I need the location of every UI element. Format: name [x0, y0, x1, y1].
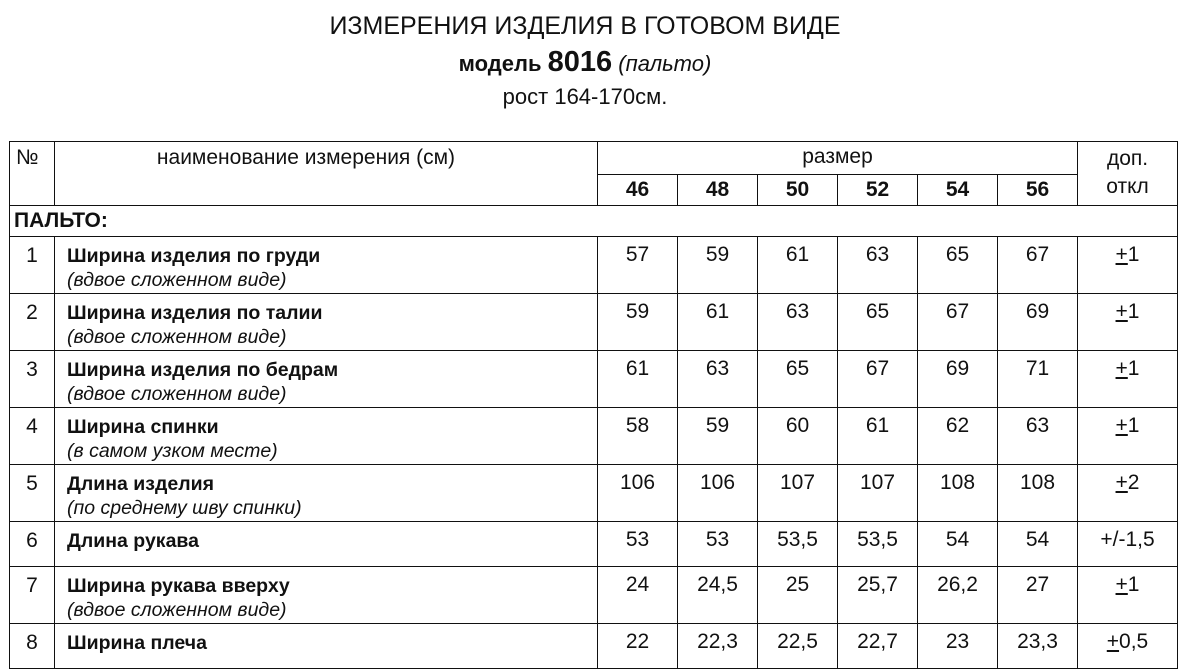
size-value-cell: 24,5 — [678, 567, 758, 624]
measurement-name — [55, 624, 598, 669]
tolerance-sign: + — [1115, 573, 1128, 596]
model-number: 8016 — [547, 46, 613, 78]
size-value-cell: 27 — [998, 567, 1078, 624]
measurements-table — [9, 141, 1178, 669]
size-value-cell: 54 — [998, 522, 1078, 567]
document-title: ИЗМЕРЕНИЯ ИЗДЕЛИЯ В ГОТОВОМ ВИДЕ — [329, 12, 841, 40]
row-number: 5 — [10, 465, 55, 522]
size-value-cell: 54 — [918, 522, 998, 567]
tolerance-cell — [1078, 408, 1178, 465]
measurement-note: (вдвое сложенном виде) — [67, 383, 287, 405]
measurement-note: (вдвое сложенном виде) — [67, 326, 287, 348]
size-value-cell: 106 — [678, 465, 758, 522]
height-range: рост 164-170см. — [502, 84, 668, 109]
measurement-title: Ширина изделия по груди — [67, 245, 321, 267]
model-line — [0, 44, 1170, 82]
table-row — [10, 624, 1178, 669]
size-value-cell: 61 — [838, 408, 918, 465]
header-measurement-name: наименование измерения (см) — [55, 142, 598, 206]
measurement-title: Ширина плеча — [67, 632, 207, 654]
size-value-cell: 24 — [598, 567, 678, 624]
size-value-cell: 59 — [678, 237, 758, 294]
model-type: (пальто) — [618, 51, 712, 76]
row-number: 4 — [10, 408, 55, 465]
size-header-cell: 54 — [918, 175, 998, 206]
table-row — [10, 465, 1178, 522]
size-value-cell: 53 — [598, 522, 678, 567]
table-row — [10, 294, 1178, 351]
size-value-cell: 61 — [678, 294, 758, 351]
measurement-title: Длина изделия — [67, 473, 214, 495]
size-header-cell: 48 — [678, 175, 758, 206]
tolerance-cell — [1078, 294, 1178, 351]
tolerance-cell — [1078, 465, 1178, 522]
size-value-cell: 63 — [838, 237, 918, 294]
table-row — [10, 237, 1178, 294]
measurement-note: (вдвое сложенном виде) — [67, 269, 287, 291]
measurement-name — [55, 465, 598, 522]
size-value-cell: 71 — [998, 351, 1078, 408]
measurement-name — [55, 294, 598, 351]
document-header — [0, 8, 1170, 112]
size-value-cell: 26,2 — [918, 567, 998, 624]
measurement-title: Ширина спинки — [67, 416, 219, 438]
tolerance-sign: + — [1106, 630, 1120, 653]
size-value-cell: 63 — [998, 408, 1078, 465]
size-value-cell: 23,3 — [998, 624, 1078, 669]
size-value-cell: 57 — [598, 237, 678, 294]
tolerance-sign: + — [1115, 243, 1128, 266]
section-title: ПАЛЬТО: — [10, 206, 1178, 237]
measurement-name — [55, 567, 598, 624]
size-value-cell: 22,3 — [678, 624, 758, 669]
tolerance-cell — [1078, 237, 1178, 294]
measurement-name — [55, 408, 598, 465]
size-value-cell: 61 — [758, 237, 838, 294]
size-value-cell: 61 — [598, 351, 678, 408]
header-size: размер — [598, 142, 1078, 175]
tolerance-value: 2 — [1127, 471, 1140, 494]
size-value-cell: 53,5 — [758, 522, 838, 567]
tolerance-sign: + — [1115, 414, 1128, 437]
measurement-note: (вдвое сложенном виде) — [67, 599, 287, 621]
measurement-name — [55, 522, 598, 567]
measurement-title: Ширина изделия по бедрам — [67, 359, 339, 381]
size-value-cell: 69 — [998, 294, 1078, 351]
size-header-cell: 52 — [838, 175, 918, 206]
size-header-cell: 46 — [598, 175, 678, 206]
header-tolerance — [1078, 142, 1178, 206]
row-number: 2 — [10, 294, 55, 351]
size-value-cell: 108 — [998, 465, 1078, 522]
size-value-cell: 53,5 — [838, 522, 918, 567]
size-value-cell: 62 — [918, 408, 998, 465]
measurement-title: Ширина рукава вверху — [67, 575, 290, 597]
size-value-cell: 58 — [598, 408, 678, 465]
size-value-cell: 65 — [838, 294, 918, 351]
size-value-cell: 108 — [918, 465, 998, 522]
tolerance-cell — [1078, 522, 1178, 567]
row-number: 7 — [10, 567, 55, 624]
measurement-name — [55, 351, 598, 408]
size-value-cell: 25,7 — [838, 567, 918, 624]
size-header-cell: 50 — [758, 175, 838, 206]
measurement-note: (по среднему шву спинки) — [67, 497, 302, 519]
size-value-cell: 69 — [918, 351, 998, 408]
row-number: 6 — [10, 522, 55, 567]
measurement-note: (в самом узком месте) — [67, 440, 278, 462]
tolerance-value: 1 — [1127, 243, 1140, 266]
table-row — [10, 408, 1178, 465]
tolerance-sign: + — [1115, 357, 1128, 380]
tolerance-value: 1 — [1127, 300, 1140, 323]
tolerance-sign: + — [1115, 471, 1128, 494]
size-value-cell: 67 — [998, 237, 1078, 294]
tolerance-cell — [1078, 567, 1178, 624]
size-value-cell: 67 — [838, 351, 918, 408]
size-value-cell: 59 — [678, 408, 758, 465]
size-value-cell: 65 — [918, 237, 998, 294]
tolerance-sign: + — [1115, 300, 1128, 323]
size-value-cell: 25 — [758, 567, 838, 624]
size-header-cell: 56 — [998, 175, 1078, 206]
measurement-title: Ширина изделия по талии — [67, 302, 323, 324]
size-value-cell: 60 — [758, 408, 838, 465]
size-value-cell: 63 — [758, 294, 838, 351]
size-value-cell: 107 — [758, 465, 838, 522]
row-number: 8 — [10, 624, 55, 669]
table-row — [10, 567, 1178, 624]
size-value-cell: 67 — [918, 294, 998, 351]
table-row — [10, 351, 1178, 408]
measurement-name — [55, 237, 598, 294]
measurement-title: Длина рукава — [67, 530, 199, 552]
size-value-cell: 59 — [598, 294, 678, 351]
tolerance-value: 1 — [1127, 414, 1140, 437]
tolerance-value: 1 — [1127, 357, 1140, 380]
size-value-cell: 107 — [838, 465, 918, 522]
size-value-cell: 53 — [678, 522, 758, 567]
table-row — [10, 522, 1178, 567]
row-number: 3 — [10, 351, 55, 408]
tolerance-cell — [1078, 351, 1178, 408]
header-tolerance-line2: откл — [1106, 175, 1149, 198]
header-number: № — [10, 142, 55, 206]
header-tolerance-line1: доп. — [1106, 147, 1149, 170]
size-value-cell: 22,5 — [758, 624, 838, 669]
size-value-cell: 65 — [758, 351, 838, 408]
size-value-cell: 23 — [918, 624, 998, 669]
size-value-cell: 22 — [598, 624, 678, 669]
size-value-cell: 22,7 — [838, 624, 918, 669]
tolerance-value: 0,5 — [1119, 630, 1149, 653]
size-value-cell: 106 — [598, 465, 678, 522]
tolerance-cell — [1078, 624, 1178, 669]
row-number: 1 — [10, 237, 55, 294]
tolerance-value: 1 — [1127, 573, 1140, 596]
tolerance-value: +/-1,5 — [1100, 528, 1155, 551]
size-value-cell: 63 — [678, 351, 758, 408]
model-label: модель — [458, 51, 542, 76]
